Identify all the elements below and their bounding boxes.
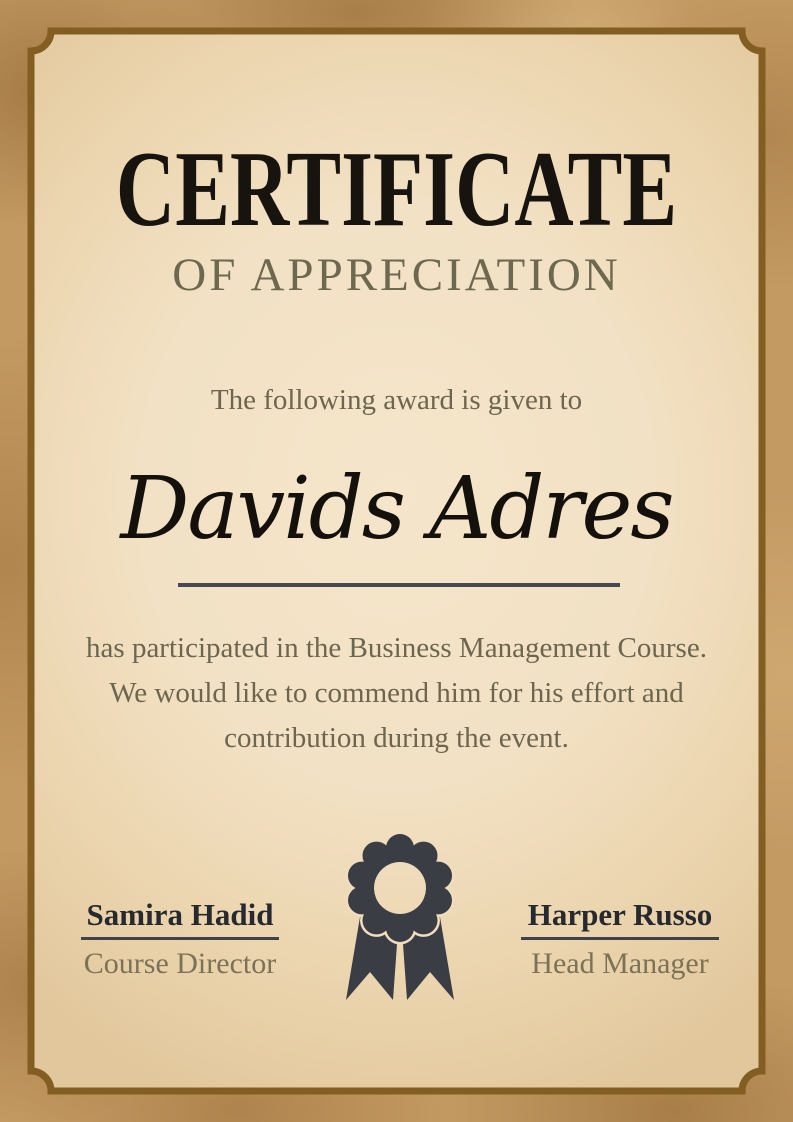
body-text: has participated in the Business Management Course. We would like to commend him for his effort and contribution during the event. [86,632,707,754]
signatory-name: Samira Hadid [86,897,274,932]
certificate-subtitle: OF APPRECIATION [172,249,621,301]
signatory-name: Harper Russo [527,897,713,932]
recipient-name: Davids Adres [120,459,673,559]
signatory-title: Course Director [83,947,277,980]
signatory-title: Head Manager [531,947,709,980]
signature-line [81,937,279,940]
recipient-name-underline [178,583,620,587]
signature-line [521,937,719,940]
signature-block-right [480,897,760,981]
lead-text: The following award is given to [210,384,583,416]
award-rosette-ribbon-icon [342,833,458,1003]
signature-block-left [40,897,320,981]
certificate-title: CERTIFICATE [115,130,678,249]
